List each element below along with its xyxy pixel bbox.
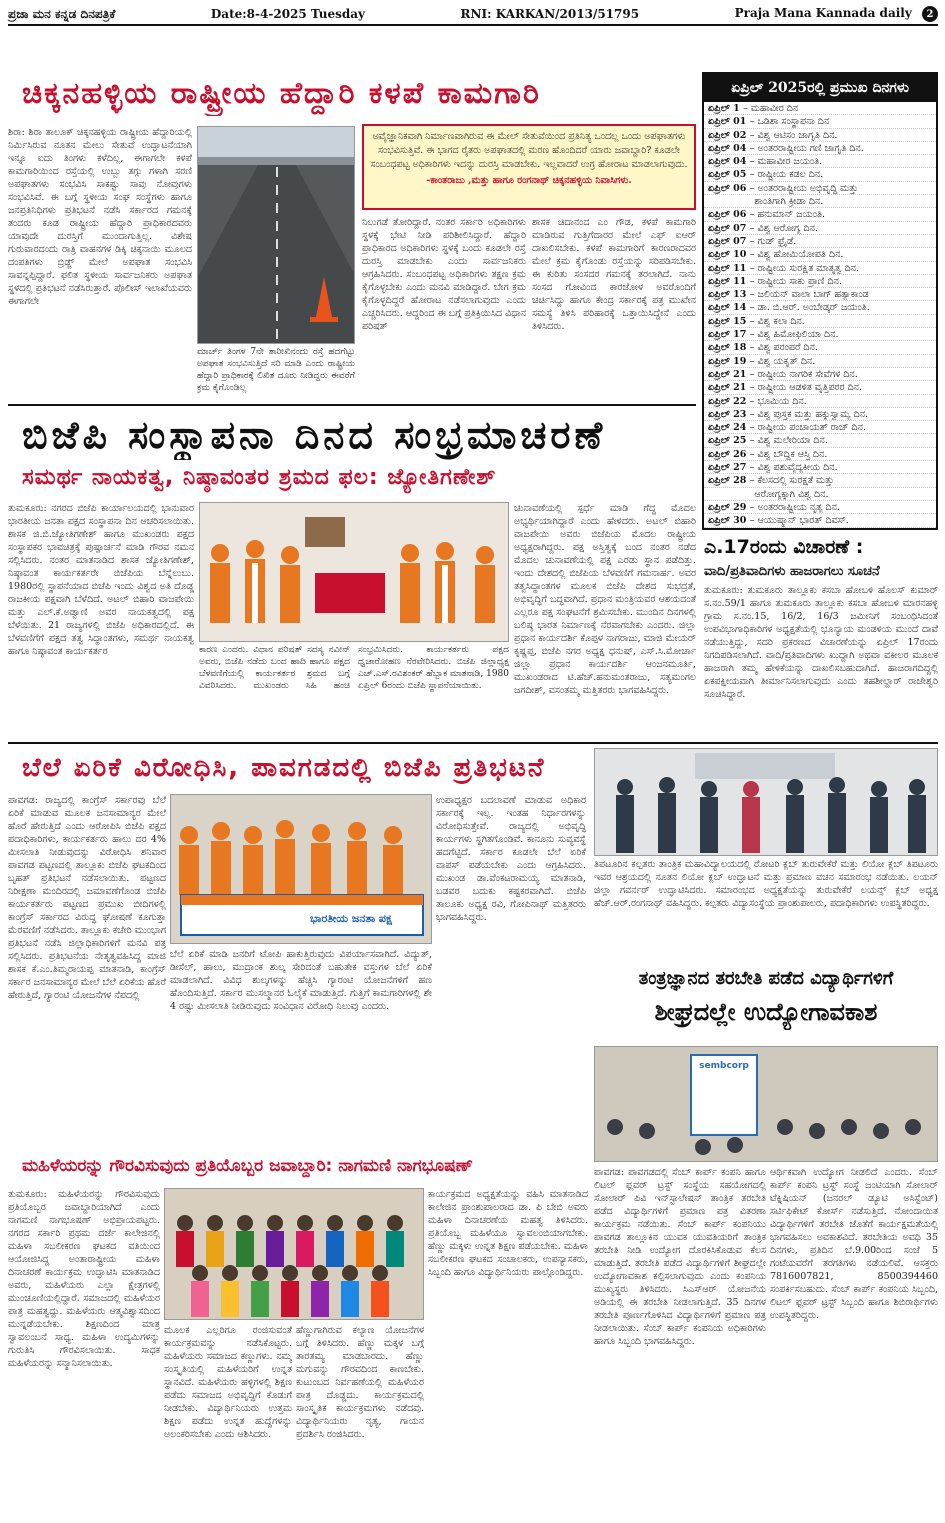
date-event: – ಜಲಿಯನ್ ವಾಲಾ ಬಾಗ್ ಹತ್ಯಾಕಾಂಡ	[749, 289, 869, 301]
page-number: 2	[922, 6, 938, 22]
date-label: ಏಪ್ರಿಲ್ 23	[708, 408, 750, 420]
story2-col1: ತುಮಕೂರು: ನಗರದ ಬಿಜೆಪಿ ಕಾರ್ಯಾಲಯದಲ್ಲಿ ಭಾನುವಾರ ಭಾರತೀಯ ಜನತಾ ಪಕ್ಷದ ಸಂಸ್ಥಾಪನಾ ದಿನ ಆಚರಿಸಲಾಯಿತು. ಶಾಸಕ ಜಿ.ಬಿ.ಜ್ಯೋತಿಗಣೇಶ್ ಹಾಗೂ ಮುಖಂಡರು ಪಕ್ಷದ ಸಂಸ್ಥಾಪಕರ ಭಾವಚಿತ್ರಕ್ಕೆ ಪುಷ್ಪಾರ್ಚನೆ ಮಾಡಿ ಗೌರವ ನಮನ ಸಲ್ಲಿಸಿದರು. ನಂತರ ಮಾತನಾಡಿದ ಶಾಸಕ ಜ್ಯೋತಿಗಣೇಶ್, ನಿಷ್ಠಾವಂತ ಕಾರ್ಯಕರ್ತರೇ ಬಿಜೆಪಿಯ ಬೆನ್ನೆಲುಬು. 1980ರಲ್ಲಿ ಸ್ಥಾಪನೆಯಾದ ಬಿಜೆಪಿ ಇಂದು ವಿಶ್ವದ ಅತಿ ದೊಡ್ಡ ರಾಜಕೀಯ ಪಕ್ಷವಾಗಿ ಬೆಳೆದಿದೆ. ಅಟಲ್ ಬಿಹಾರಿ ವಾಜಪೇಯಿ ಮತ್ತು ಎಲ್.ಕೆ.ಅಡ್ವಾಣಿ ಅವರ ನಾಯಕತ್ವದಲ್ಲಿ ಪಕ್ಷ ಬೆಳೆಯಿತು. 21 ರಾಜ್ಯಗಳಲ್ಲಿ ಬಿಜೆಪಿ ಅಧಿಕಾರದಲ್ಲಿದೆ. ಈ ಬೆಳವಣಿಗೆಗೆ ಪಕ್ಷದ ತತ್ವ ಸಿದ್ಧಾಂತಗಳು, ಸಮರ್ಥ ನಾಯಕತ್ವ ಹಾಗೂ ನಿಷ್ಠಾವಂತ ಕಾರ್ಯಕರ್ತರ	[8, 503, 194, 657]
story2-photo-caption: ಕಾರಣ ಎಂದರು. ವಿಧಾನ ಪರಿಷತ್ ಸದಸ್ಯ ನವೀನ್ ಅವರು, ಬಿಜೆಪಿ ನಡೆದು ಬಂದ ಹಾದಿ ಹಾಗೂ ಪಕ್ಷದ ಬೆಳವಣಿಗೆಯಲ್ಲಿ ಕಾರ್ಯಕರ್ತರ ಶ್ರಮದ ಬಗ್ಗೆ ವಿವರಿಸಿದರು. ಮುಖಂಡರು ಸಿಹಿ ಹಂಚಿ ಸಂಭ್ರಮಿಸಿದರು. ಕಾರ್ಯಕರ್ತರು ಪಕ್ಷದ ಧ್ವಜಾರೋಹಣ ನೆರವೇರಿಸಿದರು. ಬಿಜೆಪಿ ಜಿಲ್ಲಾಧ್ಯಕ್ಷ ಎಚ್.ಎಸ್.ರವಿಶಂಕರ್ ಹೆಬ್ಬಾಕ ಮಾತನಾಡಿ, 1980 ಏಪ್ರಿಲ್ 6ರಂದು ಬಿಜೆಪಿ ಸ್ಥಾಪನೆಯಾಯಿತು.	[199, 645, 509, 691]
date-row	[704, 434, 936, 447]
womens-group-illustration	[165, 1189, 424, 1320]
date-label: ಏಪ್ರಿಲ್ 14	[708, 302, 750, 314]
date-label: ಏಪ್ರಿಲ್ 07	[708, 222, 750, 234]
date-row	[704, 168, 936, 181]
womens-day-photo	[164, 1188, 424, 1320]
date-row	[704, 248, 936, 261]
divider	[8, 742, 938, 744]
story1-col4: ಶಾಸಕ ಚಿದಾನಂದ ಎಂ ಗೌಡ, ಕಳಪೆ ಕಾಮಗಾರಿ ಮಾಡಿರುವ ಗುತ್ತಿಗೆದಾರರ ಮೇಲೆ ಎಫ್ ಐಆರ್ ದಾಖಲಿಸಬೇಕು. ಕಳಪೆ ಕಾಮಗಾರಿಗೆ ಕಾರಣರಾದವರ ಮೇಲೆ ಕ್ರಮ ಕೈಗೊಂಡು ರಸ್ತೆಯನ್ನು ಸರಿಪಡಿಸಬೇಕು. ಈ ಕುರಿತು ಸಂಸದರ ಗಮನಕ್ಕೆ ತರಲಾಗಿದೆ. ನಾನು ಸಂಸದ ಗೋವಿಂದ ಕಾರಜೋಳ ಅವರೊಂದಿಗೆ ಚರ್ಚಿಸಿದ್ದು ಹಾಗೂ ಕೇಂದ್ರ ಸರ್ಕಾರಕ್ಕೆ ಪತ್ರ ಮುಖೇನ ಸಮಸ್ಯೆ ತಿಳಿಸಿ ಪರಿಹಾರಕ್ಕೆ ಒತ್ತಾಯಿಸಿದ್ದೇನೆ ಎಂದು ತಿಳಿಸಿದರು.	[532, 217, 696, 332]
date-label: ಏಪ್ರಿಲ್ 30	[708, 515, 750, 527]
date-label: ಏಪ್ರಿಲ್ 17	[708, 329, 750, 341]
story7-col1: ತುಮಕೂರು: ಮಹಿಳೆಯರನ್ನು ಗೌರವಿಸುವುದು ಪ್ರತಿಯೊಬ್ಬರ ಜವಾಬ್ದಾರಿಯಾಗಿದೆ ಎಂದು ನಾಗಮಣಿ ನಾಗಭೂಷಣ್ ಅಭಿಪ್ರಾಯಪಟ್ಟರು. ನಗರದ ಸರ್ಕಾರಿ ಪ್ರಥಮ ದರ್ಜೆ ಕಾಲೇಜಿನಲ್ಲಿ ಮಹಿಳಾ ಸಬಲೀಕರಣ ಘಟಕದ ವತಿಯಿಂದ ಆಯೋಜಿಸಿದ್ದ ಅಂತಾರಾಷ್ಟ್ರೀಯ ಮಹಿಳಾ ದಿನಾಚರಣೆ ಕಾರ್ಯಕ್ರಮ ಉದ್ಘಾಟಿಸಿ ಮಾತನಾಡಿದ ಅವರು, ಮಹಿಳೆಯರು ಎಲ್ಲಾ ಕ್ಷೇತ್ರಗಳಲ್ಲಿ ಮುಂಚೂಣಿಯಲ್ಲಿದ್ದಾರೆ. ಸಮಾಜದಲ್ಲಿ ಮಹಿಳೆಯರ ಪಾತ್ರ ಮಹತ್ವದ್ದು. ಮಹಿಳೆಯರು ಆತ್ಮವಿಶ್ವಾಸದಿಂದ ಮುನ್ನಡೆಯಬೇಕು. ಶಿಕ್ಷಣದಿಂದ ಮಾತ್ರ ಸ್ವಾವಲಂಬನೆ ಸಾಧ್ಯ. ಮಹಿಳಾ ಉದ್ಯಮಿಗಳನ್ನು ಗುರುತಿಸಿ ಗೌರವಿಸಲಾಯಿತು. ಸಾಧಕ ಮಹಿಳೆಯರನ್ನು ಸನ್ಮಾನಿಸಲಾಯಿತು.	[8, 1189, 160, 1369]
story7-col2: ಮೂಲಕ ಎಲ್ಲರಿಗೂ ರಂಜಿಸುವಂತೆ ಕಾರ್ಯಕ್ರಮವನ್ನು ನಡೆಸಿಕೊಟ್ಟರು. ಮಹಿಳೆಯರು ಸಮಾಜದ ಕಣ್ಣುಗಳು. ನಮ್ಮ ಸಂಸ್ಕೃತಿಯಲ್ಲಿ ಮಹಿಳೆಯರಿಗೆ ಉನ್ನತ ಸ್ಥಾನವಿದೆ. ಮಹಿಳೆಯರು ಹಳ್ಳಿಗಳಲ್ಲಿ ಶಿಕ್ಷಣ ಪಡೆದು ಸಮಾಜದ ಅಭಿವೃದ್ಧಿಗೆ ಕೊಡುಗೆ ನೀಡಬೇಕು. ವಿದ್ಯಾರ್ಥಿನಿಯರು ಉತ್ತಮ ಶಿಕ್ಷಣ ಪಡೆದು ಉನ್ನತ ಹುದ್ದೆಗಳನ್ನು ಅಲಂಕರಿಸಬೇಕು ಎಂದು ಆಶಿಸಿದರು.	[164, 1325, 292, 1440]
date-label: ಏಪ್ರಿಲ್ 02	[708, 129, 750, 141]
date-event: – ಗುಡ್ ಫ್ರೈಡೆ.	[749, 235, 797, 247]
date-label: ಏಪ್ರಿಲ್ 10	[708, 249, 750, 261]
date-event: ಶಾಂತಿಗಾಗಿ ಕ್ರೀಡಾ ದಿನ.	[754, 196, 824, 208]
date-row	[704, 102, 936, 115]
highway-photo	[197, 126, 355, 344]
date-event: – ಭೂಮಿಯ ದಿನ.	[749, 395, 807, 407]
ceremony-illustration	[595, 749, 938, 856]
dates-list	[704, 102, 936, 528]
date-event: – ವಿಶ್ವ ಯಕೃತ್ ದಿನ.	[749, 355, 816, 367]
date-event: – ಆಯುಷ್ಮಾನ್ ಭಾರತ್ ದಿವಸ್.	[749, 515, 849, 527]
date-event: – ರಾಷ್ಟ್ರೀಯ ಕಡಲ ದಿನ.	[749, 169, 824, 181]
story4-col3: ಉಪಾಧ್ಯಕ್ಷರ ಬದಲಾವಣೆ ಮಾಡುವ ಅಧಿಕಾರ ಸರ್ಕಾರಕ್ಕೆ ಇಲ್ಲ. ಇಂತಹ ನಿರ್ಧಾರಗಳನ್ನು ವಿರೋಧಿಸುತ್ತೇವೆ. ರಾಜ್ಯದಲ್ಲಿ ಅಭಿವೃದ್ಧಿ ಕಾರ್ಯಗಳು ಸ್ಥಗಿತಗೊಂಡಿವೆ. ಕಾನೂನು ಸುವ್ಯವಸ್ಥೆ ಹದಗೆಟ್ಟಿದೆ. ಸರ್ಕಾರ ಕೂಡಲೇ ಬೆಲೆ ಏರಿಕೆ ವಾಪಸ್ ಪಡೆಯಬೇಕು ಎಂದು ಆಗ್ರಹಿಸಿದರು. ಮುಖಂಡ ಡಾ.ವೆಂಕಟರಾಮಯ್ಯ ಮಾತನಾಡಿ, ಬಡವರ ಬದುಕು ಕಷ್ಟಕರವಾಗಿದೆ. ಬಿಜೆಪಿ ತಾಲೂಕು ಅಧ್ಯಕ್ಷ ರವಿ, ಗೋಪಿನಾಥ್ ಮತ್ತಿತರರು ಭಾಗವಹಿಸಿದ್ದರು.	[436, 795, 586, 923]
date-label: ಏಪ್ರಿಲ್ 1	[708, 103, 744, 114]
date-event: – ಒಡಿಶಾ ಸಂಸ್ಥಾಪನಾ ದಿನ	[749, 116, 830, 128]
date-event: – ವಿಶ್ವ ಆಟಿಸಂ ಜಾಗೃತಿ ದಿನ.	[749, 129, 838, 141]
story4-headline: ಬೆಲೆ ಏರಿಕೆ ವಿರೋಧಿಸಿ, ಪಾವಗಡದಲ್ಲಿ ಬಿಜೆಪಿ ಪ್ರತಿಭಟನೆ	[22, 753, 546, 783]
date-label: ಏಪ್ರಿಲ್ 01	[708, 116, 750, 128]
story6-col2: ಆರ್ಥಿಕವಾಗಿ ಉದ್ಯೋಗ ನೀಡಲಿದೆ ಎಂದರು. ಸೆಂಬ್ ಕಾರ್ಪ್ ಕಂಪನಿ ಟ್ರಸ್ಟ್ ಸಂಸ್ಥೆ ಜಂಟಿಯಾಗಿ ಸೋಲಾರ್ ಟೆಕ್ನಿಷಿಯನ್ (ಜನರಲ್ ಡ್ಯೂಟಿ ಅಸಿಸ್ಟೆಂಟ್) ಸರ್ಟಿಫಿಕೇಟ್ ಕೋರ್ಸ್ ನಡೆಸುತ್ತಿದೆ. ನೋಂದಾಯಿತ ವಿದ್ಯಾರ್ಥಿಗಳಿಗೆ ತರಬೇತಿ ಜೊತೆಗೆ ಕಾರ್ಯಕ್ಷಮತೆಯಲ್ಲಿ ಭಾಗವಹಿಸಲು ಅವಕಾಶವಿದೆ. ತರಬೇತಿಯ ಅವಧಿ 35 ದಿನಗಳು, ಪ್ರತಿದಿನ ಬೆ.9.00ರಿಂದ ಸಂಜೆ 5 ಗಂಟೆಯವರೆಗೆ ತರಗತಿಗಳು ನಡೆಯಲಿವೆ. ಆಸಕ್ತರು 7816007821, 8500394460 ಸಂಪರ್ಕಿಸಬಹುದು. ಸೆಂಬ್ ಕಾರ್ಪ್ ಕಂಪನಿಯ ಸಿಬ್ಬಂದಿ, ಲಿಟಲ್ ಫ್ಲವರ್ ಟ್ರಸ್ಟ್ ಸಿಬ್ಬಂದಿ ಹಾಗೂ ಶಿಬಿರಾರ್ಥಿಗಳು ಉಪಸ್ಥಿತರಿದ್ದರು.	[770, 1167, 938, 1321]
date-row	[704, 501, 936, 514]
date-row	[704, 275, 936, 288]
date-label: ಏಪ್ರಿಲ್ 27	[708, 462, 750, 474]
story7-headline: ಮಹಿಳೆಯರನ್ನು ಗೌರವಿಸುವುದು ಪ್ರತಿಯೊಬ್ಬರ ಜವಾಬ್ದಾರಿ: ನಾಗಮಣಿ ನಾಗಭೂಷಣ್	[22, 1156, 473, 1176]
date-row	[704, 142, 936, 155]
date-event: – ವಿಶ್ವ ಕಲಾ ದಿನ.	[749, 315, 805, 327]
story1-col3: ನಿಲುಗಡೆ ತೋರಿದ್ದಾರೆ. ನಂತರ ಸರ್ಕಾರಿ ಅಧಿಕಾರಿಗಳು ಸ್ಥಳಕ್ಕೆ ಭೇಟಿ ನೀಡಿ ಪರಿಶೀಲಿಸಿದ್ದಾರೆ. ಹೆದ್ದಾರಿ ಪ್ರಾಧಿಕಾರದ ಅಧಿಕಾರಿಗಳು ಸ್ಥಳಕ್ಕೆ ಬಂದು ಕೂಡಲೇ ರಸ್ತೆ ದುರಸ್ತಿ ಮಾಡಬೇಕು ಎಂದು ಸಾರ್ವಜನಿಕರು ಆಗ್ರಹಿಸಿದರು. ಸಂಬಂಧಪಟ್ಟ ಅಧಿಕಾರಿಗಳು ತಕ್ಷಣ ಕ್ರಮ ಕೈಗೊಳ್ಳಬೇಕು ಎಂದು ಮನವಿ ಮಾಡಿದ್ದಾರೆ. ಬೇಗ ಕ್ರಮ ಕೈಗೊಳ್ಳದಿದ್ದರೆ ಹೋರಾಟ ನಡೆಸಲಾಗುವುದು ಎಂದು ಎಚ್ಚರಿಸಿದರು. ಆದ್ದರಿಂದ ಈ ಬಗ್ಗೆ ಪ್ರತಿಕ್ರಿಯಿಸಿದ ವಿಧಾನ ಪರಿಷತ್	[362, 217, 526, 332]
date-event: – ವಿಶ್ವ ಪುಸ್ತಕ ಮತ್ತು ಹಕ್ಕುಸ್ವಾಮ್ಯ ದಿನ.	[749, 408, 869, 420]
protest-banner-text: ಭಾರತೀಯ ಜನತಾ ಪಕ್ಷ	[310, 912, 392, 925]
date-event: – ರಾಷ್ಟ್ರೀಯ ಆಡಳಿತ ವೃತ್ತಿಪರರ ದಿನ.	[749, 382, 863, 394]
date-row	[704, 315, 936, 328]
story1-col1: ಶಿರಾ: ಶಿರಾ ತಾಲೂಕ್ ಚಿಕ್ಕನಹಳ್ಳಿಯ ರಾಷ್ಟ್ರೀಯ ಹೆದ್ದಾರಿಯಲ್ಲಿ ನಿರ್ಮಿಸಿರುವ ನೂತನ ಮೇಲು ಸೇತುವೆ ಉದ್ಘಾಟನೆಯಾಗಿ ಇನ್ನೂ ಐದು ತಿಂಗಳು ಕಳೆದಿಲ್ಲ, ಈಗಾಗಲೇ ಕಳಪೆ ಕಾಮಗಾರಿಯಿಂದ ರಸ್ತೆಯಲ್ಲಿ ಉಬ್ಬು ತಗ್ಗು ಗಳಾಗಿ ಸರಣಿ ಅಪಘಾತಗಳು ಸಂಭವಿಸಿ ಸಾಕಷ್ಟು ಸಾವು ನೋವುಗಳು ಸಂಭವಿಸಿವೆ. ಈ ಬಗ್ಗೆ ಸ್ಥಳೀಯ ಸಂಘ ಸಂಸ್ಥೆಗಳು ಹಾಗೂ ಜನಪ್ರತಿನಿಧಿಗಳು ಪ್ರತಿಭಟನೆ ನಡೆಸಿ ಸರ್ಕಾರದ ಗಮನಕ್ಕೆ ತಂದರು ಕೂಡ ರಾಷ್ಟ್ರೀಯ ಹೆದ್ದಾರಿ ಪ್ರಾಧಿಕಾರದವರು ಯಾವುದೇ ದುರಸ್ತಿಗೆ ಮುಂದಾಗುತ್ತಿಲ್ಲ. ವಿಶೇಷ ಗುರುವಾರದಂದು ರಾತ್ರಿ ವಾಹನಗಳ ಡಿಕ್ಕಿ ಚಿಕ್ಕನಾಯಿ ಮೂಲದ ದಂಪತಿಗಳು ಬ್ರಿಡ್ಜ್ ಮೇಲೆ ಅಪಘಾತ ಸಂಭವಿಸಿ ಸಾವನ್ನಪ್ಪಿದ್ದಾರೆ. ಫಲಿತ ಸ್ಥಳೀಯ ಸಾರ್ವಜನಿಕರು ಅಪಘಾತ ಸ್ಥಳದಲ್ಲಿ ಪ್ರತಿಭಟನೆ ನಡೆಸಿರುತ್ತಾರೆ. ಪೊಲೀಸ್ ಇಲಾಖೆಯವರು ಈಗಾಗಲೇ	[8, 127, 192, 307]
divider	[8, 404, 696, 406]
date-event: – ಮಹಾವೀರ ದಿನ	[743, 103, 799, 114]
date-label: ಏಪ್ರಿಲ್ 11	[708, 275, 750, 287]
date-label	[708, 489, 754, 500]
date-event: – ವಿಶ್ವ ಹೋಮಿಯೋಪತಿ ದಿನ.	[749, 249, 844, 261]
story7-col4: ಕಾರ್ಯಕ್ರಮದ ಅಧ್ಯಕ್ಷತೆಯನ್ನು ವಹಿಸಿ ಮಾತನಾಡಿದ ಕಾಲೇಜಿನ ಪ್ರಾಂಶುಪಾಲರಾದ ಡಾ. ಪಿ ಬೇಬಿ ಅವರು ಮಹಿಳಾ ದಿನಾಚರಣೆಯ ಮಹತ್ವ ತಿಳಿಸಿದರು. ಪ್ರತಿಯೊಬ್ಬ ಮಹಿಳೆಯೂ ಸ್ವಾವಲಂಬಿಯಾಗಬೇಕು. ಹೆಣ್ಣು ಮಕ್ಕಳು ಉನ್ನತ ಶಿಕ್ಷಣ ಪಡೆಯಬೇಕು. ಮಹಿಳಾ ಸಬಲೀಕರಣ ಘಟಕದ ಸಂಚಾಲಕರು, ಉಪನ್ಯಾಸಕರು, ಸಿಬ್ಬಂದಿ ಹಾಗೂ ವಿದ್ಯಾರ್ಥಿನಿಯರು ಪಾಲ್ಗೊಂಡಿದ್ದರು.	[428, 1189, 588, 1278]
dates-title: ಏಪ್ರಿಲ್ 2025ರಲ್ಲಿ ಪ್ರಮುಖ ದಿನಗಳು	[704, 74, 936, 102]
date-label: ಏಪ್ರಿಲ್ 21	[708, 382, 750, 394]
date-event: – ವಿಶ್ವ ಆರೋಗ್ಯ ದಿನ.	[749, 222, 818, 234]
date-label: ಏಪ್ರಿಲ್ 28	[708, 475, 750, 487]
date-label: ಏಪ್ರಿಲ್ 26	[708, 448, 750, 460]
story3-subheadline: ವಾದಿ/ಪ್ರತಿವಾದಿಗಳು ಹಾಜರಾಗಲು ಸೂಚನೆ	[704, 564, 880, 579]
paper-name	[735, 6, 938, 23]
story2-col3: ಚುನಾವಣೆಯಲ್ಲಿ ಸ್ಪರ್ಧೆ ಮಾಡಿ ಗೆದ್ದ ಮೊದಲ ಅಭ್ಯರ್ಥಿಯಾಗಿದ್ದಾರೆ ಎಂದು ಹೇಳಿದರು. ಅಟಲ್ ಬಿಹಾರಿ ವಾಜಪೇಯಿ ಅವರು ಬಿಜೆಪಿಯ ಮೊದಲ ರಾಷ್ಟ್ರೀಯ ಅಧ್ಯಕ್ಷರಾಗಿದ್ದರು. ಪಕ್ಷ ಅಸ್ತಿತ್ವಕ್ಕೆ ಬಂದ ನಂತರ ನಡೆದ ಮೊದಲ ಚುನಾವಣೆಯಲ್ಲಿ ಪಕ್ಷ ಎರಡು ಸ್ಥಾನ ಪಡೆದಿತ್ತು. ಇಂದು ದೇಶದಲ್ಲಿ ಬಿಜೆಪಿಯ ಬೆಳವಣಿಗೆ ಗಮನಾರ್ಹ. ಅವರ ತತ್ವಸಿದ್ಧಾಂತಗಳ ಮೂಲಕ ಬಿಜೆಪಿ ದೇಶದ ಸುಭದ್ರತೆ, ಅಭಿವೃದ್ಧಿಗೆ ಬದ್ಧವಾಗಿದೆ. ಪ್ರಧಾನ ಮಂತ್ರಿಯವರ ಆಶಯದಂತೆ ಎಲ್ಲರೂ ಪಕ್ಷ ಸಂಘಟನೆಗೆ ಶ್ರಮಿಸಬೇಕು. ಮುಂದಿನ ದಿನಗಳಲ್ಲಿ ಬಲಿಷ್ಠ ಭಾರತ ನಿರ್ಮಾಣಕ್ಕೆ ನೆರವಾಗಬೇಕು ಎಂದರು. ಜಿಲ್ಲಾ ಪ್ರಧಾನ ಕಾರ್ಯದರ್ಶಿ ಕೊಪ್ಪಳ ನಾಗರಾಜು, ಮಾಜಿ ಮೇಯರ್ ಕೃಷ್ಣಪ್ಪ, ಬಿಜೆಪಿ ನಗರ ಅಧ್ಯಕ್ಷ ಧನುಷ್, ಎಸ್.ಸಿ.ಮೋರ್ಚಾ ಜಿಲ್ಲಾ ಪ್ರಧಾನ ಕಾರ್ಯದರ್ಶಿ ಆಂಜನಮೂರ್ತಿ, ಮುಖಂಡರಾದ ಟಿ.ಹೆಚ್.ಹನುಮಂತರಾಜು, ಸತ್ಯಮಂಗಲ ಜಗದೀಶ್, ವಸಂತಮ್ಮ ಮತ್ತಿತರರು ಭಾಗವಹಿಸಿದ್ದರು.	[514, 503, 696, 696]
story4-col1: ಪಾವಗಡ: ರಾಜ್ಯದಲ್ಲಿ ಕಾಂಗ್ರೆಸ್ ಸರ್ಕಾರವು ಬೆಲೆ ಏರಿಕೆ ಮಾಡುವ ಮೂಲಕ ಜನಸಾಮಾನ್ಯರ ಮೇಲೆ ಹೊರೆ ಹೇರುತ್ತಿದೆ ಎಂದು ಆರೋಪಿಸಿ ಬಿಜೆಪಿ ಪಕ್ಷದ ಪದಾಧಿಕಾರಿಗಳು, ಕಾರ್ಯಕರ್ತರು ಹಾಲು ದರ 4% ಮೀಸಲಾತಿ ನೀಡುವುದನ್ನು ವಿರೋಧಿಸಿ ಶನಿವಾರ ಪಾವಗಡ ಪಟ್ಟಣದಲ್ಲಿ ತಾಲ್ಲೂಕು ಬಿಜೆಪಿ ಘಟಕದಿಂದ ಬೃಹತ್ ಪ್ರತಿಭಟನೆ ನಡೆಸಲಾಯಿತು. ಪಟ್ಟಣದ ನಿರೀಕ್ಷಣಾ ಮಂದಿರದಲ್ಲಿ ಜಮಾವಣೆಗೊಂಡ ಬಿಜೆಪಿ ಕಾರ್ಯಕರ್ತರು ಪಟ್ಟಣದ ಪ್ರಮುಖ ಬೀದಿಗಳಲ್ಲಿ ಕಾಂಗ್ರೆಸ್ ಸರ್ಕಾರದ ವಿರುದ್ಧ ಘೋಷಣೆ ಕೂಗುತ್ತಾ ಮೆರವಣಿಗೆ ನಡೆಸಿದರು. ತಾಲ್ಲೂಕು ಕಚೇರಿ ಮುಂಭಾಗ ಪ್ರತಿಭಟನೆ ನಡೆಸಿ ಜಿಲ್ಲಾಧಿಕಾರಿಗಳಿಗೆ ಮನವಿ ಪತ್ರ ಸಲ್ಲಿಸಿದರು. ಪ್ರತಿಭಟನೆಯ ನೇತೃತ್ವವಹಿಸಿದ್ದ ಮಾಜಿ ಶಾಸಕ ಕೆ.ಎಂ.ತಿಮ್ಮರಾಯಪ್ಪ ಮಾತನಾಡಿ, ಕಾಂಗ್ರೆಸ್ ಸರ್ಕಾರ ಜನಸಾಮಾನ್ಯರ ಮೇಲೆ ಬೆಲೆ ಏರಿಕೆಯ ಹೊರೆ ಹೇರುತ್ತಿದೆ, ಗ್ಯಾರಂಟಿ ಯೋಜನೆಗಳ ನೆಪದಲ್ಲಿ	[8, 795, 166, 1001]
date-event: – ರಾಷ್ಟ್ರೀಯ ನಾಗರಿಕ ಸೇವೆಗಳ ದಿನ.	[749, 368, 858, 380]
story3-body: ತುಮಕೂರು: ತುಮಕೂರು ತಾಲ್ಲೂಕು ಕಸಬಾ ಹೋಬಳಿ ಹೊಲಸ್ ಕುಮಾರ್ ಸ.ನಂ.59/1 ಹಾಗೂ ತುಮಕೂರು ತಾಲ್ಲೂಕು ಕಸಬಾ ಹೋಬಳಿ ಮಾರನಹಳ್ಳಿ ಗ್ರಾಮ ಸ.ನಂ.15, 16/2, 16/3 ಜಮೀನಿಗೆ ಸಂಬಂಧಿಸಿದಂತೆ ಉಪವಿಭಾಗಾಧಿಕಾರಿಗಳ ಅಧ್ಯಕ್ಷತೆಯಲ್ಲಿ ಭೂನ್ಯಾಯ ಮಂಡಳಿಯ ಮುಂದೆ ದಾವೆ ನಡೆಯುತ್ತಿದ್ದು, ಸದರಿ ಪ್ರಕರಣದ ವಿಚಾರಣೆಯನ್ನು ಏಪ್ರಿಲ್ 17ರಂದು ನಿಗದಿಪಡಿಸಲಾಗಿದೆ. ವಾದಿ/ಪ್ರತಿವಾದಿಗಳು ಖುದ್ದಾಗಿ ಅಥವಾ ವಕೀಲರ ಮೂಲಕ ಹಾಜರಾಗಿ ತಮ್ಮ ಹೇಳಿಕೆಯನ್ನು ದಾಖಲಿಸಬಹುದಾಗಿದೆ. ಹಾಜರಾಗದಿದ್ದಲ್ಲಿ ಏಕಪಕ್ಷೀಯವಾಗಿ ತೀರ್ಮಾನಿಸಲಾಗುವುದು ಎಂದು ತಹಶೀಲ್ದಾರ್ ರಾಜೇಶ್ವರಿ ಸೂಚಿಸಿದ್ದಾರೆ.	[704, 585, 938, 700]
date-row	[704, 288, 936, 301]
brand-logo: ಪ್ರಜಾ ಮನ ಕನ್ನಡ ದಿನಪತ್ರಿಕೆ	[8, 6, 116, 21]
date-label: ಏಪ್ರಿಲ್ 07	[708, 235, 750, 247]
date-label: ಏಪ್ರಿಲ್ 06	[708, 182, 750, 194]
story3-headline: ಎ.17ರಂದು ವಿಚಾರಣೆ :	[704, 536, 864, 558]
date-row	[704, 368, 936, 381]
date-label: ಏಪ್ರಿಲ್ 04	[708, 156, 750, 168]
date-row	[704, 195, 936, 208]
issue-date: Date:8-4-2025 Tuesday	[210, 7, 365, 21]
paper-name-text: Praja Mana Kannada daily	[734, 5, 912, 20]
date-row	[704, 262, 936, 275]
story6-headline-line1: ತಂತ್ರಜ್ಞಾನದ ತರಬೇತಿ ಪಡೆದ ವಿದ್ಯಾರ್ಥಿಗಳಿಗೆ	[638, 968, 894, 989]
date-label: ಏಪ್ರಿಲ್ 29	[708, 501, 750, 513]
date-label: ಏಪ್ರಿಲ್ 05	[708, 169, 750, 181]
date-event: – ಡಾ. ಬಿ.ಆರ್. ಅಂಬೇಡ್ಕರ್ ಜಯಂತಿ.	[749, 302, 870, 314]
date-row	[704, 222, 936, 235]
date-row	[704, 129, 936, 142]
date-event: – ಹನುಮಾನ್ ಜಯಂತಿ.	[749, 209, 825, 221]
date-row	[704, 395, 936, 408]
notice-text: ಅವೈಜ್ಞಾನಿಕವಾಗಿ ನಿರ್ಮಾಣವಾಗಿರುವ ಈ ಮೇಲ್ ಸೇತುವೆಯಿಂದ ಪ್ರತಿನಿತ್ಯ ಒಂದಲ್ಲ ಒಂದು ಅಪಘಾತಗಳು ಸಂಭವಿಸುತ್ತಿವೆ. ಈ ಭಾಗದ ರೈತರು ಅಪಘಾತದಲ್ಲಿ ಮರಣ ಹೊಂದಿದರೆ ಯಾರು ಜವಾಬ್ದಾರಿ? ಕೂಡಲೇ ಸಂಬಂಧಪಟ್ಟ ಅಧಿಕಾರಿಗಳು ಇದನ್ನು ದುರಸ್ತಿ ಮಾಡಬೇಕು. ಇಲ್ಲವಾದರೆ ಉಗ್ರ ಹೋರಾಟ ಮಾಡಲಾಗುವುದು.	[370, 131, 688, 170]
story2-subheadline: ಸಮರ್ಥ ನಾಯಕತ್ವ, ನಿಷ್ಠಾವಂತರ ಶ್ರಮದ ಫಲ: ಜ್ಯೋತಿಗಣೇಶ್	[22, 465, 497, 490]
date-event: – ಅಂತರರಾಷ್ಟ್ರೀಯ ನೃತ್ಯ ದಿನ.	[749, 501, 840, 513]
date-label: ಏಪ್ರಿಲ್ 24	[708, 422, 750, 434]
date-label: ಏಪ್ರಿಲ್ 15	[708, 315, 750, 327]
april-dates-box	[702, 72, 938, 530]
highway-illustration	[198, 127, 355, 344]
protest-photo	[170, 794, 432, 944]
story1-photo-caption: ಮಾರ್ಚ್ ತಿಂಗಳ 7ನೇ ತಾರೀಖಿನಂದು ರಸ್ತೆ ಹದಗೆಟ್ಟು ಅಪಘಾತ ಸಂಭವಿಸುತ್ತಿದೆ ಸರಿ ಮಾಡಿ ಎಂದು ರಾಷ್ಟ್ರೀಯ ಹೆದ್ದಾರಿ ಪ್ರಾಧಿಕಾರಕ್ಕೆ ಲಿಖಿತ ದೂರು ನೀಡಿದ್ದರು ಈವರೆಗೆ ಕ್ರಮ ಕೈಗೊಂಡಿಲ್ಲ	[197, 347, 355, 393]
training-photo	[594, 1046, 938, 1162]
date-event: – ಮಹಾವೀರ ಜಯಂತಿ.	[749, 156, 823, 168]
sembcorp-banner: sembcorp	[699, 1061, 749, 1071]
masthead	[8, 4, 938, 26]
date-event: – ವಿಶ್ವ ಹಿಮೋಫಿಲಿಯಾ ದಿನ.	[749, 329, 839, 341]
date-row	[704, 355, 936, 368]
story1-headline: ಚಿಕ್ಕನಹಳ್ಳಿಯ ರಾಷ್ಟ್ರೀಯ ಹೆದ್ದಾರಿ ಕಳಪೆ ಕಾಮಗಾರಿ	[22, 76, 541, 111]
story5-caption: ತಿಪಟೂರಿನ ಕಲ್ಪತರು ತಾಂತ್ರಿಕ ಮಹಾವಿದ್ಯಾಲಯದಲ್ಲಿ ರೋಟರಿ ಕ್ಲಬ್ ತುರುವೇಕೆರೆ ಮತ್ತು ಲಿಯೋ ಕ್ಲಬ್ ತಿಪಟೂರು ಇವರ ಆಶ್ರಯದಲ್ಲಿ ನೂತನ ಲಿಯೋ ಕ್ಲಬ್ ಉದ್ಘಾಟನೆ ಮತ್ತು ಪ್ರಮಾಣ ವಚನ ಸಮಾರಂಭ ನಡೆಯಿತು. ಲಯನ್ ಜಿಲ್ಲಾ ಗವರ್ನರ್ ಉದ್ಘಾಟಿಸಿದರು. ಸಮಾರಂಭದ ಅಧ್ಯಕ್ಷತೆಯನ್ನು ತುರುವೇಕೆರೆ ಲಯನ್ಸ್ ಕ್ಲಬ್ ಅಧ್ಯಕ್ಷ ಹೆಚ್.ಆರ್.ರಂಗನಾಥ್ ವಹಿಸಿದ್ದರು. ಕಲ್ಪತರು ವಿದ್ಯಾಸಂಸ್ಥೆಯ ಪ್ರಾಂಶುಪಾಲರು, ಪದಾಧಿಕಾರಿಗಳು ಉಪಸ್ಥಿತರಿದ್ದರು.	[594, 859, 938, 909]
date-row	[704, 341, 936, 354]
date-row	[704, 235, 936, 248]
date-event: – ರಾಷ್ಟ್ರೀಯ ಸಾಕು ಪ್ರಾಣಿ ದಿನ.	[749, 275, 842, 287]
date-event: – ವಿಶ್ವ ಪರಂಪರೆ ದಿನ.	[749, 342, 818, 354]
date-event: – ಕೆಲಸದಲ್ಲಿ ಸುರಕ್ಷತೆ ಮತ್ತು	[749, 475, 834, 487]
date-event: – ಅಂತರರಾಷ್ಟ್ರೀಯ ಗಣಿ ಜಾಗೃತಿ ದಿನ.	[749, 142, 864, 154]
date-label: ಏಪ್ರಿಲ್ 18	[708, 342, 750, 354]
date-label: ಏಪ್ರಿಲ್ 21	[708, 368, 750, 380]
date-event: – ವಿಶ್ವ ಮಲೇರಿಯಾ ದಿನ.	[749, 435, 828, 447]
date-row	[704, 301, 936, 314]
date-row	[704, 182, 936, 195]
date-row	[704, 421, 936, 434]
story6-col1: ಪಾವಗಡ: ಪಾವಗಡದಲ್ಲಿ ಸೆಂಬ್ ಕಾರ್ಪ್ ಕಂಪನಿ ಹಾಗೂ ಲಿಟಲ್ ಫ್ಲವರ್ ಟ್ರಸ್ಟ್ ಸಂಸ್ಥೆಯ ಸಹಯೋಗದಲ್ಲಿ ಸೋಲಾರ್ ಪಿವಿ ಇನ್‌ಸ್ಟಾಲೇಷನ್ ತಾಂತ್ರಿಕ ತರಬೇತಿ ಪಡೆದ ವಿದ್ಯಾರ್ಥಿಗಳಿಗೆ ಪ್ರಮಾಣ ಪತ್ರ ವಿತರಣಾ ಕಾರ್ಯಕ್ರಮ ನಡೆಯಿತು. ಸೆಂಬ್ ಕಾರ್ಪ್ ಕಂಪನಿಯು ಪಾವಗಡ ತಾಲ್ಲೂಕಿನ ಯುವಕ ಯುವತಿಯರಿಗೆ ತಾಂತ್ರಿಕ ತರಬೇತಿ ನೀಡಿ ಉದ್ಯೋಗ ದೊರಕಿಸಿಕೊಡುವ ಕೆಲಸ ಮಾಡುತ್ತಿದೆ. ತರಬೇತಿ ಪಡೆದ ವಿದ್ಯಾರ್ಥಿಗಳಿಗೆ ಶೀಘ್ರದಲ್ಲೇ ಉದ್ಯೋಗಾವಕಾಶ ಕಲ್ಪಿಸಲಾಗುವುದು ಎಂದು ಕಂಪನಿಯ ಮುಖ್ಯಸ್ಥರು ತಿಳಿಸಿದರು. ಸಿಎಸ್ಆರ್ ಯೋಜನೆಯ ಅಡಿಯಲ್ಲಿ ಈ ತರಬೇತಿ ನೀಡಲಾಗುತ್ತಿದೆ. 35 ದಿನಗಳ ತರಬೇತಿ ಪೂರ್ಣಗೊಳಿಸಿದ ವಿದ್ಯಾರ್ಥಿಗಳಿಗೆ ಪ್ರಮಾಣ ಪತ್ರ ನೀಡಲಾಯಿತು. ಸೆಂಬ್ ಕಾರ್ಪ್ ಕಂಪನಿಯ ಅಧಿಕಾರಿಗಳು ಹಾಗೂ ಸಿಬ್ಬಂದಿ ಭಾಗವಹಿಸಿದ್ದರು.	[594, 1167, 766, 1347]
date-row	[704, 408, 936, 421]
group-illustration	[200, 503, 509, 642]
date-row	[704, 488, 936, 501]
date-row	[704, 381, 936, 394]
date-row	[704, 474, 936, 487]
date-label: ಏಪ್ರಿಲ್ 06	[708, 209, 750, 221]
date-row	[704, 461, 936, 474]
date-event: – ಅಂತರರಾಷ್ಟ್ರೀಯ ಅಭಿವೃದ್ಧಿ ಮತ್ತು	[749, 182, 859, 194]
date-label	[708, 196, 754, 207]
notice-signature: -ಕಾಂತರಾಜು ,ಮತ್ತು ಹಾಗೂ ರಂಗನಾಥ್ ಚಿಕ್ಕನಹಳ್ಳಿಯ ನಿವಾಸಿಗಳು.	[426, 175, 632, 186]
date-event: ಆರೋಗ್ಯಕ್ಕಾಗಿ ವಿಶ್ವ ದಿನ.	[754, 488, 829, 500]
classroom-illustration	[595, 1047, 938, 1162]
date-row	[704, 115, 936, 128]
bjp-event-photo	[199, 502, 509, 642]
date-row	[704, 208, 936, 221]
story7-col3: ಹೆಣ್ಣುಗಾಗಿರುವ ಕಲ್ಯಾಣ ಯೋಜನೆಗಳ ಬಗ್ಗೆ ತಿಳಿಸಿದರು. ಹೆಣ್ಣು ಮಕ್ಕಳ ಬಗ್ಗೆ ತಾರತಮ್ಯ ಮಾಡಬಾರದು. ಹೆಣ್ಣು ಮಗುವನ್ನು ಗೌರವದಿಂದ ಕಾಣಬೇಕು. ಕುಟುಂಬದ ನಿರ್ವಹಣೆಯಲ್ಲಿ ಮಹಿಳೆಯರ ಪಾತ್ರ ದೊಡ್ಡದು. ಕಾರ್ಯಕ್ರಮದಲ್ಲಿ ಸಾಂಸ್ಕೃತಿಕ ಕಾರ್ಯಕ್ರಮಗಳು ನಡೆದವು. ವಿದ್ಯಾರ್ಥಿನಿಯರು ನೃತ್ಯ, ಗಾಯನ ಪ್ರದರ್ಶಿಸಿ ರಂಜಿಸಿದರು.	[296, 1325, 424, 1440]
lions-club-photo	[594, 748, 938, 856]
date-row	[704, 328, 936, 341]
date-label: ಏಪ್ರಿಲ್ 04	[708, 142, 750, 154]
date-event: – ವಿಶ್ವ ಬೌದ್ಧಿಕ ಆಸ್ತಿ ದಿನ.	[749, 448, 828, 460]
date-event: – ರಾಷ್ಟ್ರೀಯ ಸುರಕ್ಷಿತ ಮಾತೃತ್ವ ದಿನ.	[749, 262, 860, 274]
date-event: – ವಿಶ್ವ ಪಶುವೈದ್ಯಕೀಯ ದಿನ.	[749, 462, 838, 474]
story6-headline-line2: ಶೀಘ್ರದಲ್ಲೇ ಉದ್ಯೋಗಾವಕಾಶ	[654, 998, 878, 1026]
date-label: ಏಪ್ರಿಲ್ 25	[708, 435, 750, 447]
story4-col2: ಬೆಲೆ ಏರಿಕೆ ಮಾಡಿ ಜನರಿಗೆ ಟೋಪಿ ಹಾಕುತ್ತಿರುವುದು ವಿಪರ್ಯಾಸವಾಗಿದೆ. ವಿದ್ಯುತ್, ಡೀಸೆಲ್, ಹಾಲು, ಮುದ್ರಾಂಕ ಶುಲ್ಕ ಸೇರಿದಂತೆ ಬಹುತೇಕ ವಸ್ತುಗಳ ಬೆಲೆ ಏರಿಕೆ ಮಾಡಲಾಗಿದೆ. ವಿವಿಧ ಶುಲ್ಕಗಳನ್ನು ಹೆಚ್ಚಿಸಿ ಗ್ಯಾರಂಟಿ ಯೋಜನೆಗಳಿಗೆ ಹಣ ಹೊಂದಿಸುತ್ತಿದೆ. ಸರ್ಕಾರ ಮುಸಲ್ಮಾನರ ಓಲೈಕೆ ಮಾಡುತ್ತಿದೆ. ಗುತ್ತಿಗೆ ಕಾಮಗಾರಿಗಳಲ್ಲಿ ಶೇ 4 ರಷ್ಟು ಮೀಸಲಾತಿ ನೀಡಿರುವುದು ಸಂವಿಧಾನ ವಿರೋಧಿ ನಿಲುವು ಎಂದರು.	[170, 949, 432, 1012]
date-event: – ರಾಷ್ಟ್ರೀಯ ಪಂಚಾಯತ್ ರಾಜ್ ದಿನ.	[749, 422, 866, 434]
citizen-notice-box	[362, 124, 696, 210]
date-label: ಏಪ್ರಿಲ್ 11	[708, 262, 750, 274]
date-label: ಏಪ್ರಿಲ್ 19	[708, 355, 750, 367]
date-row	[704, 448, 936, 461]
rni-number: RNI: KARKAN/2013/51795	[460, 7, 640, 21]
date-label: ಏಪ್ರಿಲ್ 13	[708, 289, 750, 301]
date-row	[704, 514, 936, 527]
date-row	[704, 155, 936, 168]
date-label: ಏಪ್ರಿಲ್ 22	[708, 395, 750, 407]
story2-headline: ಬಿಜೆಪಿ ಸಂಸ್ಥಾಪನಾ ದಿನದ ಸಂಭ್ರಮಾಚರಣೆ	[22, 413, 607, 457]
